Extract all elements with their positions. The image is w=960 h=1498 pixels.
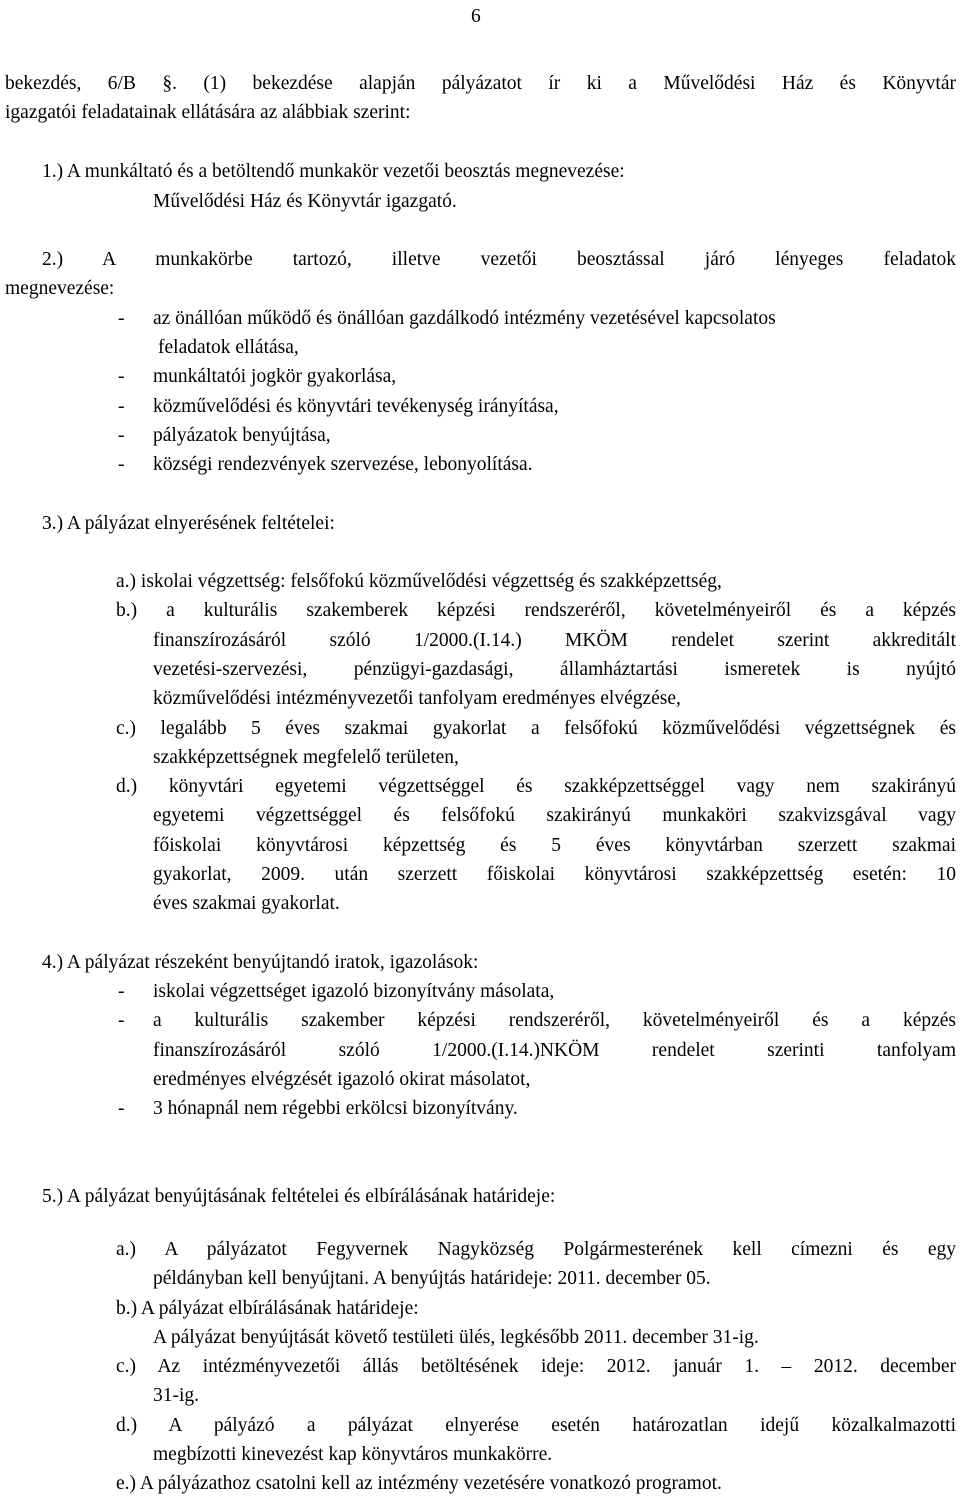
section-3-item-b-line-4: közművelődési intézményvezetői tanfolyam eredményes elvégzése,	[153, 688, 681, 709]
section-3-heading: 3.) A pályázat elnyerésének feltételei:	[42, 513, 335, 534]
section-5-item-e: e.) A pályázathoz csatolni kell az intézmény vezetésére vonatkozó programot.	[116, 1473, 722, 1494]
section-5-item-b-line-2: A pályázat benyújtását követő testületi ülés, legkésőbb 2011. december 31-ig.	[153, 1327, 759, 1348]
section-4-heading: 4.) A pályázat részeként benyújtandó iratok, igazolások:	[42, 952, 479, 973]
section-3-item-d-line-2: egyetemi végzettséggel és felsőfokú szakirányú munkaköri szakvizsgával vagy	[153, 805, 956, 826]
intro-line-1: bekezdés, 6/B §. (1) bekezdése alapján pályázatot ír ki a Művelődési Ház és Könyvtár	[5, 73, 956, 94]
section-5-item-c-line-1: c.) Az intézményvezetői állás betöltésének ideje: 2012. január 1. – 2012. december	[116, 1356, 956, 1377]
section-3-item-a: a.) iskolai végzettség: felsőfokú közművelődési végzettség és szakképzettség,	[116, 571, 722, 592]
section-2-item-1a: az önállóan működő és önállóan gazdálkodó intézmény vezetésével kapcsolatos	[153, 308, 776, 329]
section-4-item-2-line-1: a kulturális szakember képzési rendszeréről, követelményeiről és a képzés	[153, 1010, 956, 1031]
section-2-item-2: munkáltatói jogkör gyakorlása,	[153, 366, 397, 387]
section-5-item-a-line-1: a.) A pályázatot Fegyvernek Nagyközség Polgármesterének kell címezni és egy	[116, 1239, 956, 1260]
section-4-item-1: iskolai végzettséget igazoló bizonyítvány másolata,	[153, 981, 555, 1002]
bullet-dash: -	[118, 454, 125, 475]
section-5-item-b-line-1: b.) A pályázat elbírálásának határideje:	[116, 1298, 419, 1319]
bullet-dash: -	[118, 1098, 125, 1119]
section-4-item-2-line-3: eredményes elvégzését igazoló okirat másolatot,	[153, 1069, 531, 1090]
section-5-heading: 5.) A pályázat benyújtásának feltételei és elbírálásának határideje:	[42, 1186, 556, 1207]
section-1-text: Művelődési Ház és Könyvtár igazgató.	[153, 191, 457, 212]
bullet-dash: -	[118, 366, 125, 387]
bullet-dash: -	[118, 425, 125, 446]
section-3-item-b-line-3: vezetési-szervezési, pénzügyi-gazdasági, államháztartási ismeretek is nyújtó	[153, 659, 956, 680]
section-3-item-b-line-2: finanszírozásáról szóló 1/2000.(I.14.) MKÖM rendelet szerint akkreditált	[153, 630, 956, 651]
section-3-item-d-line-5: éves szakmai gyakorlat.	[153, 893, 340, 914]
section-5-item-d-line-1: d.) A pályázó a pályázat elnyerése esetén határozatlan idejű közalkalmazotti	[116, 1415, 956, 1436]
section-5-item-a-line-2: példányban kell benyújtani. A benyújtás határideje: 2011. december 05.	[153, 1268, 711, 1289]
section-2-item-5: községi rendezvények szervezése, lebonyolítása.	[153, 454, 533, 475]
page-number: 6	[471, 6, 481, 27]
section-2-item-1b: feladatok ellátása,	[158, 337, 299, 358]
section-2-item-3: közművelődési és könyvtári tevékenység irányítása,	[153, 396, 559, 417]
section-4-item-2-line-2: finanszírozásáról szóló 1/2000.(I.14.)NKÖM rendelet szerinti tanfolyam	[153, 1040, 956, 1061]
section-1-heading: 1.) A munkáltató és a betöltendő munkakör vezetői beosztás megnevezése:	[42, 161, 625, 182]
section-3-item-b-line-1: b.) a kulturális szakemberek képzési rendszeréről, követelményeiről és a képzés	[116, 600, 956, 621]
section-5-item-c-line-2: 31-ig.	[153, 1385, 200, 1406]
section-4-item-3: 3 hónapnál nem régebbi erkölcsi bizonyítvány.	[153, 1098, 518, 1119]
section-2-item-4: pályázatok benyújtása,	[153, 425, 331, 446]
section-5-item-d-line-2: megbízotti kinevezést kap könyvtáros munkakörre.	[153, 1444, 553, 1465]
section-2-heading-cont: megnevezése:	[5, 278, 115, 299]
intro-line-2: igazgatói feladatainak ellátására az alábbiak szerint:	[5, 102, 411, 123]
section-3-item-c-line-1: c.) legalább 5 éves szakmai gyakorlat a felsőfokú közművelődési végzettségnek és	[116, 718, 956, 739]
section-3-item-c-line-2: szakképzettségnek megfelelő területen,	[153, 747, 459, 768]
bullet-dash: -	[118, 396, 125, 417]
bullet-dash: -	[118, 1010, 125, 1031]
bullet-dash: -	[118, 308, 125, 329]
section-2-heading: 2.) A munkakörbe tartozó, illetve vezetői beosztással járó lényeges feladatok	[42, 249, 956, 270]
bullet-dash: -	[118, 981, 125, 1002]
section-3-item-d-line-4: gyakorlat, 2009. után szerzett főiskolai könyvtárosi szakképzettség esetén: 10	[153, 864, 956, 885]
section-3-item-d-line-1: d.) könyvtári egyetemi végzettséggel és szakképzettséggel vagy nem szakirányú	[116, 776, 956, 797]
section-3-item-d-line-3: főiskolai könyvtárosi képzettség és 5 éves könyvtárban szerzett szakmai	[153, 835, 956, 856]
